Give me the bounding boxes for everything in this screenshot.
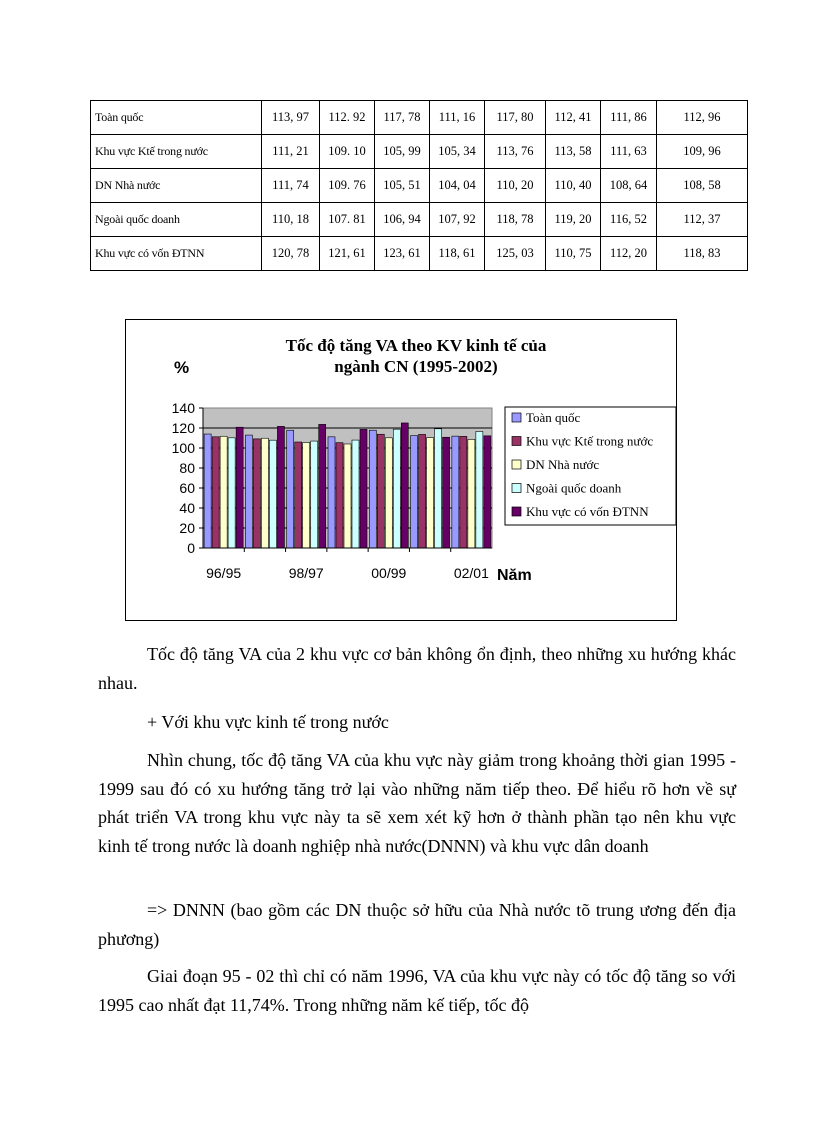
table-cell: 110, 75: [546, 237, 601, 271]
table-row: [91, 169, 748, 203]
bar: [303, 442, 310, 548]
table-cell: 113, 97: [262, 101, 320, 135]
bar: [460, 436, 467, 548]
legend-swatch: [512, 413, 521, 422]
legend-swatch: [512, 507, 521, 516]
bar: [411, 436, 418, 548]
table-cell: 112, 37: [657, 203, 748, 237]
row-label: Khu vực có vốn ĐTNN: [91, 237, 262, 271]
table-row: [91, 101, 748, 135]
table-cell: 110, 20: [485, 169, 546, 203]
bar: [328, 437, 335, 548]
table-cell: 111, 74: [262, 169, 320, 203]
y-tick-label: 120: [171, 420, 195, 436]
table-cell: 112. 92: [320, 101, 375, 135]
table-cell: 105, 51: [375, 169, 430, 203]
x-tick-label: 00/99: [371, 565, 407, 581]
table-cell: 117, 78: [375, 101, 430, 135]
bar: [336, 443, 343, 548]
table-cell: 119, 20: [546, 203, 601, 237]
table-cell: 110, 40: [546, 169, 601, 203]
table-cell: 123, 61: [375, 237, 430, 271]
bar: [261, 438, 268, 548]
paragraph-4: => DNNN (bao gồm các DN thuộc sở hữu của Nhà nước tõ trung ương đến địa phương): [98, 900, 736, 949]
bar: [311, 441, 318, 548]
table-cell: 118, 83: [657, 237, 748, 271]
table-cell: 107, 92: [430, 203, 485, 237]
bar: [295, 442, 302, 548]
table-cell: 105, 34: [430, 135, 485, 169]
row-label: Ngoài quốc doanh: [91, 203, 262, 237]
bar: [287, 430, 294, 548]
table-row: [91, 135, 748, 169]
legend-label: DN Nhà nước: [526, 457, 600, 472]
va-growth-chart: [125, 319, 677, 621]
table-cell: 108, 58: [657, 169, 748, 203]
chart-x-axis-label: Năm: [497, 567, 532, 584]
legend-label: Khu vực Ktế trong nước: [526, 433, 654, 449]
table-cell: 106, 94: [375, 203, 430, 237]
bar: [236, 427, 243, 548]
table-cell: 111, 86: [601, 101, 657, 135]
table-cell: 104, 04: [430, 169, 485, 203]
chart-title-line-2: ngành CN (1995-2002): [334, 357, 498, 376]
table-cell: 120, 78: [262, 237, 320, 271]
table-cell: 121, 61: [320, 237, 375, 271]
legend: [505, 407, 676, 525]
chart-canvas: [126, 320, 678, 622]
growth-table: [90, 100, 748, 271]
table-cell: 111, 16: [430, 101, 485, 135]
bar: [352, 440, 359, 548]
legend-label: Khu vực có vốn ĐTNN: [526, 504, 649, 519]
bar: [452, 436, 459, 548]
bar: [385, 438, 392, 548]
table-cell: 112, 96: [657, 101, 748, 135]
table-cell: 110, 18: [262, 203, 320, 237]
table-cell: 108, 64: [601, 169, 657, 203]
bar: [269, 440, 276, 548]
y-tick-label: 0: [187, 540, 195, 556]
table-cell: 116, 52: [601, 203, 657, 237]
y-tick-label: 40: [179, 500, 195, 516]
paragraph-5: Giai đoạn 95 - 02 thì chỉ có năm 1996, VA của khu vực này có tốc độ tăng so với 1995 cao nhất đạt 11,74%. Trong những năm kế tiếp, tốc độ: [98, 966, 736, 1015]
bar: [319, 424, 326, 548]
chart-y-axis-label: %: [174, 358, 190, 377]
bar: [393, 429, 400, 548]
legend-label: Ngoài quốc doanh: [526, 480, 622, 496]
bar: [484, 436, 491, 548]
y-tick-label: 80: [179, 460, 195, 476]
y-tick-label: 100: [171, 440, 195, 456]
growth-table-body: [91, 101, 748, 271]
table-row: [91, 237, 748, 271]
table-cell: 109. 10: [320, 135, 375, 169]
x-tick-label: 02/01: [453, 565, 489, 581]
row-label: Khu vực Ktế trong nước: [91, 135, 262, 169]
x-tick-label: 98/97: [288, 565, 324, 581]
table-cell: 105, 99: [375, 135, 430, 169]
y-tick-label: 60: [179, 480, 195, 496]
bar: [427, 438, 434, 548]
row-label: DN Nhà nước: [91, 169, 262, 203]
table-cell: 111, 21: [262, 135, 320, 169]
table-cell: 118, 78: [485, 203, 546, 237]
table-cell: 109, 96: [657, 135, 748, 169]
table-cell: 125, 03: [485, 237, 546, 271]
bar: [220, 436, 227, 548]
legend-swatch: [512, 484, 521, 493]
bar: [419, 434, 426, 548]
bar: [277, 426, 284, 548]
legend-swatch: [512, 437, 521, 446]
bar: [476, 431, 483, 548]
table-cell: 113, 76: [485, 135, 546, 169]
row-label: Toàn quốc: [91, 101, 262, 135]
x-tick-label: 96/95: [206, 565, 242, 581]
table-cell: 107. 81: [320, 203, 375, 237]
y-tick-label: 140: [171, 400, 195, 416]
table-cell: 111, 63: [601, 135, 657, 169]
bar: [401, 423, 408, 548]
paragraph-3: Nhìn chung, tốc độ tăng VA của khu vực này giảm trong khoảng thời gian 1995 - 1999 sau đó có xu hướng tăng trở lại vào những năm tiếp theo. Để hiểu rõ hơn về sự phát triển VA trong khu vực này ta sẽ xem xét kỹ hơn ở thành phần tạo nên khu vực kinh tế trong nước là doanh nghiệp nhà nước(DNNN) và khu vực dân doanh: [98, 750, 736, 856]
table-cell: 113, 58: [546, 135, 601, 169]
bar: [253, 439, 260, 548]
bar: [204, 434, 211, 548]
bar: [369, 430, 376, 548]
bar: [435, 429, 442, 548]
table-cell: 112, 41: [546, 101, 601, 135]
bar: [377, 434, 384, 548]
paragraph-2: + Với khu vực kinh tế trong nước: [147, 712, 389, 732]
legend-label: Toàn quốc: [526, 410, 581, 425]
legend-swatch: [512, 460, 521, 469]
table-cell: 109. 76: [320, 169, 375, 203]
bar: [360, 429, 367, 548]
bar: [344, 444, 351, 548]
y-tick-label: 20: [179, 520, 195, 536]
table-cell: 117, 80: [485, 101, 546, 135]
table-cell: 118, 61: [430, 237, 485, 271]
paragraph-1: Tốc độ tăng VA của 2 khu vực cơ bản không ổn định, theo những xu hướng khác nhau.: [98, 644, 736, 693]
bar: [443, 437, 450, 548]
table-row: [91, 203, 748, 237]
bar: [468, 439, 475, 548]
table-cell: 112, 20: [601, 237, 657, 271]
bar: [228, 438, 235, 548]
bar: [212, 437, 219, 548]
chart-title-line-1: Tốc độ tăng VA theo KV kinh tế của: [285, 336, 547, 355]
bar: [245, 435, 252, 548]
